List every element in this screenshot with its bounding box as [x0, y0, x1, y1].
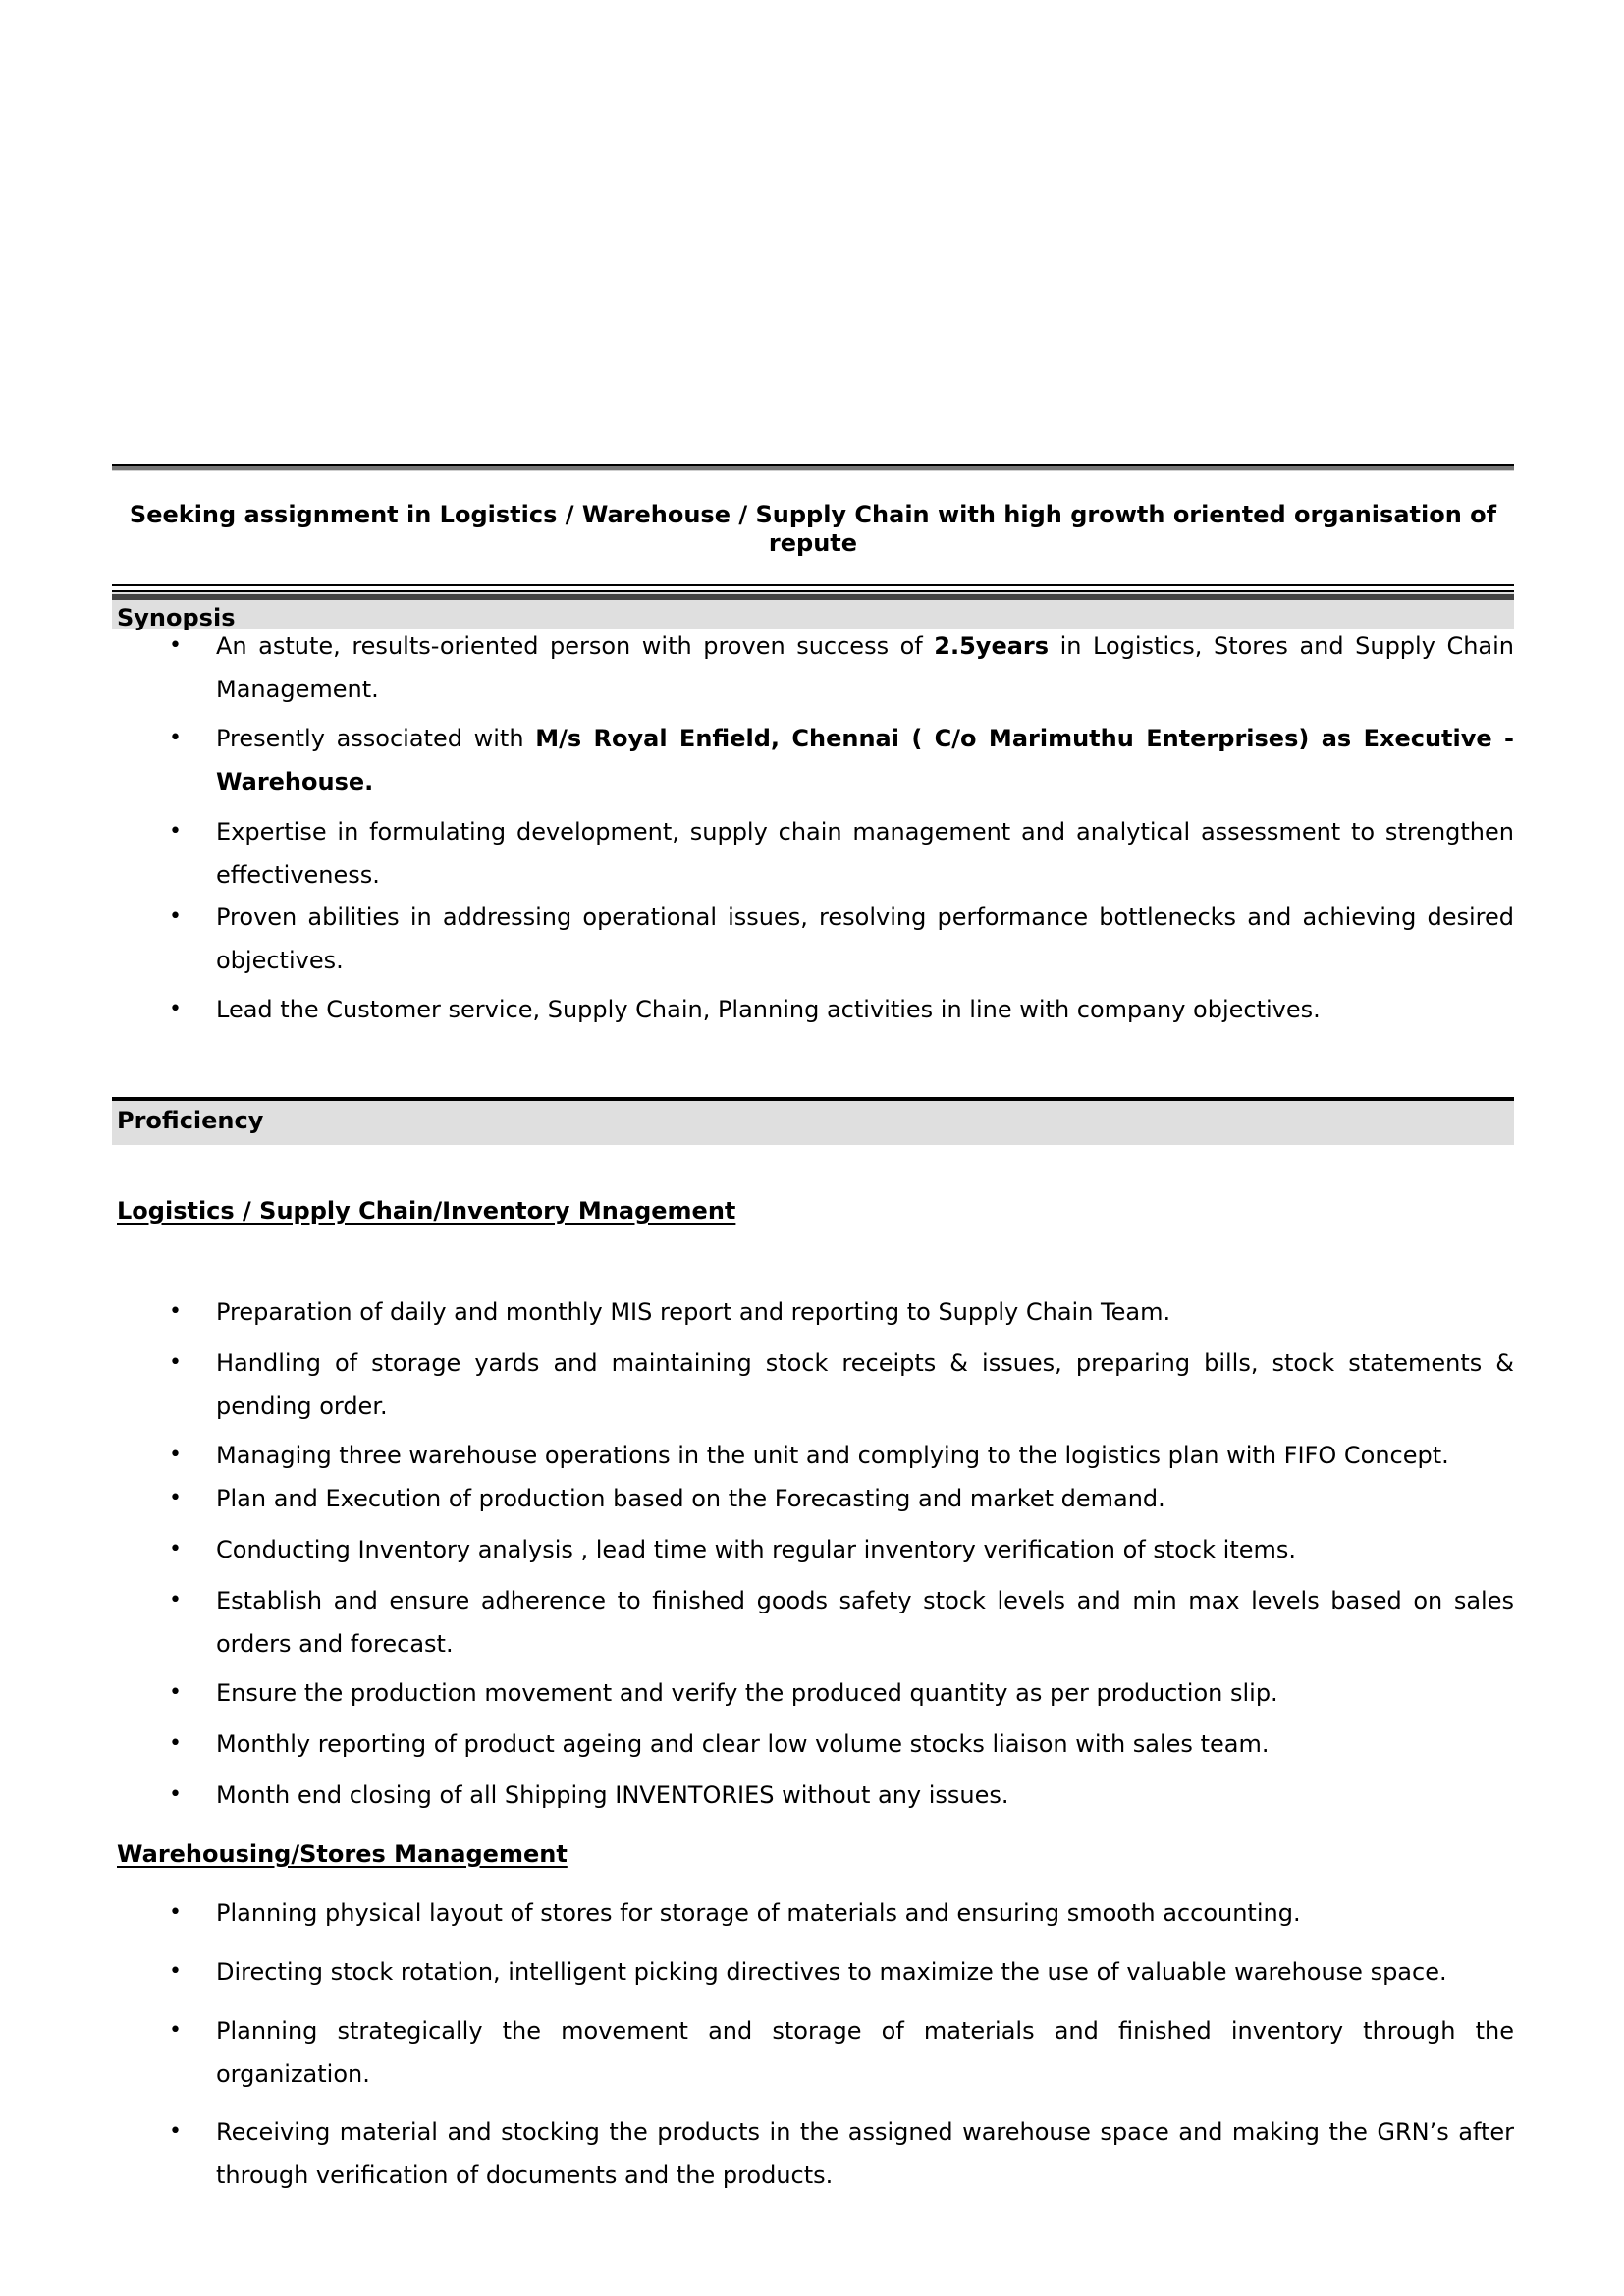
proficiency-heading: Proficiency: [117, 1107, 264, 1134]
logistics-subheading: Logistics / Supply Chain/Inventory Mnagement: [117, 1197, 736, 1225]
logistics-item: • Preparation of daily and monthly MIS report and reporting to Supply Chain Team.: [216, 1290, 1514, 1334]
career-objective: Seeking assignment in Logistics / Warehouse / Supply Chain with high growth oriented organisation of repute: [129, 501, 1497, 557]
logistics-item: • Handling of storage yards and maintaining stock receipts & issues, preparing bills, stock statements & pending order.: [216, 1341, 1514, 1428]
logistics-item: • Monthly reporting of product ageing and clear low volume stocks liaison with sales team.: [216, 1722, 1514, 1766]
synopsis-item: • Proven abilities in addressing operational issues, resolving performance bottlenecks and achieving desired objectives.: [216, 896, 1514, 982]
warehousing-item: • Planning strategically the movement and storage of materials and finished inventory through the organization.: [216, 2009, 1514, 2096]
logistics-item: • Conducting Inventory analysis , lead time with regular inventory verification of stock items.: [216, 1528, 1514, 1571]
synopsis-item: • Expertise in formulating development, supply chain management and analytical assessment to strengthen effectiveness.: [216, 810, 1514, 897]
warehousing-subheading: Warehousing/Stores Management: [117, 1840, 568, 1868]
header-rule: [112, 464, 1514, 471]
logistics-item: • Managing three warehouse operations in the unit and complying to the logistics plan with FIFO Concept.: [216, 1434, 1514, 1477]
logistics-item: • Month end closing of all Shipping INVENTORIES without any issues.: [216, 1774, 1514, 1817]
synopsis-section-header: [112, 590, 1514, 629]
warehousing-item: • Directing stock rotation, intelligent picking directives to maximize the use of valuable warehouse space.: [216, 1950, 1514, 1994]
logistics-item: • Plan and Execution of production based on the Forecasting and market demand.: [216, 1477, 1514, 1520]
warehousing-item: • Planning physical layout of stores for storage of materials and ensuring smooth accounting.: [216, 1891, 1514, 1935]
warehousing-item: • Receiving material and stocking the products in the assigned warehouse space and making the GRN’s after through verification of documents and the products.: [216, 2110, 1514, 2197]
logistics-item: • Establish and ensure adherence to finished goods safety stock levels and min max levels based on sales orders and forecast.: [216, 1579, 1514, 1666]
logistics-item: • Ensure the production movement and verify the produced quantity as per production slip.: [216, 1671, 1514, 1715]
proficiency-section-header: [112, 1097, 1514, 1145]
synopsis-item: • Presently associated with M/s Royal Enfield, Chennai ( C/o Marimuthu Enterprises) as Executive - Warehouse.: [216, 717, 1514, 803]
synopsis-item: • Lead the Customer service, Supply Chain, Planning activities in line with company objectives.: [216, 988, 1514, 1031]
synopsis-heading: Synopsis: [117, 604, 236, 631]
synopsis-item: • An astute, results-oriented person with proven success of 2.5years in Logistics, Stores and Supply Chain Management.: [216, 625, 1514, 711]
